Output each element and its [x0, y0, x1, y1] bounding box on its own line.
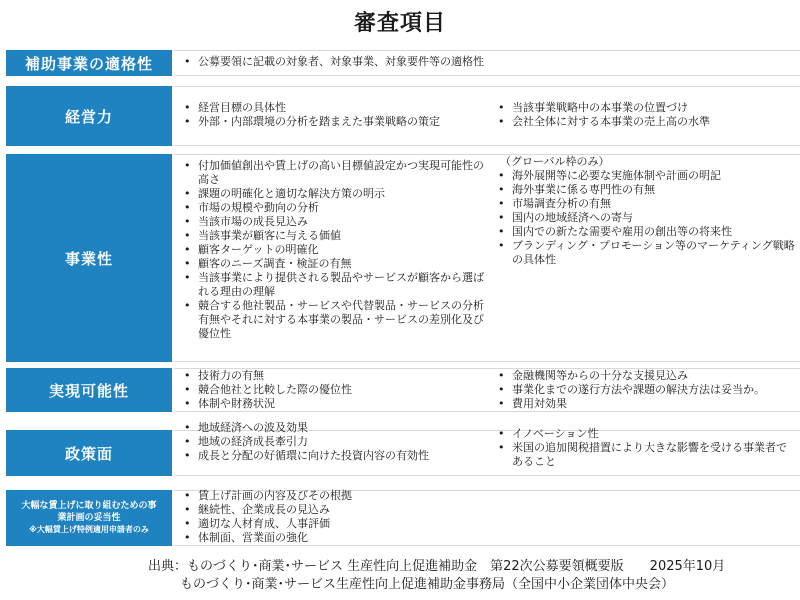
- list-item: • 国内での新たな需要や雇用の創出等の将来性: [496, 225, 798, 239]
- criteria-list-right: [496, 427, 796, 469]
- list-item: • 当該市場の成長見込み: [182, 215, 484, 229]
- row-label: 実現可能性: [6, 368, 172, 412]
- row-content: [174, 490, 800, 546]
- criteria-list-left: [182, 101, 482, 129]
- list-item: • ブランディング・プロモーション等のマーケティング戦略の具体性: [496, 239, 798, 267]
- criteria-list-right: [496, 169, 798, 267]
- criteria-list-left: [182, 159, 484, 341]
- list-item: • 金融機関等からの十分な支援見込み: [496, 369, 796, 383]
- list-item: • 体制面、営業面の強化: [182, 531, 482, 545]
- list-item: • 会社全体に対する本事業の売上高の水準: [496, 115, 796, 129]
- list-item: • 市場の規模や動向の分析: [182, 201, 484, 215]
- list-item: • 外部・内部環境の分析を踏まえた事業戦略の策定: [182, 115, 482, 129]
- criteria-row-eligibility: [6, 50, 800, 76]
- row-label: 政策面: [6, 430, 172, 476]
- list-item: • 海外事業に係る専門性の有無: [496, 183, 798, 197]
- criteria-list-right: [496, 369, 796, 411]
- criteria-list-left: [182, 369, 482, 411]
- list-item: • 顧客のニーズ調査・検証の有無: [182, 257, 484, 271]
- row-label: 事業性: [6, 154, 172, 362]
- list-item: • 市場調査分析の有無: [496, 197, 798, 211]
- list-item: • 米国の追加関税措置により大きな影響を受ける事業者であること: [496, 441, 796, 469]
- list-item: • 当該事業が顧客に与える価値: [182, 229, 484, 243]
- source-line-2: ものづくり･商業･サービス生産性向上促進補助金事務局（全国中小企業団体中央会）: [180, 577, 675, 592]
- source-citation: [148, 558, 725, 594]
- criteria-list-left: [182, 489, 482, 545]
- page-title: 審査項目: [353, 11, 446, 36]
- row-label: [6, 490, 172, 546]
- row-label: 補助事業の適格性: [6, 50, 172, 76]
- list-item: • 事業化までの遂行方法や課題の解決方法は妥当か。: [496, 383, 796, 397]
- list-item: • 賃上げ計画の内容及びその根拠: [182, 489, 482, 503]
- row-content: [174, 86, 800, 146]
- criteria-row-management: [6, 86, 800, 146]
- list-item: • 課題の明確化と適切な解決方策の明示: [182, 187, 484, 201]
- list-item: • 競合他社と比較した際の優位性: [182, 383, 482, 397]
- list-item: • 経営目標の具体性: [182, 101, 482, 115]
- list-item: • 継続性、企業成長の見込み: [182, 503, 482, 517]
- global-frame-header: （グローバル枠のみ）: [500, 155, 610, 168]
- list-item: • 地域の経済成長牽引力: [182, 435, 482, 449]
- list-item: • 技術力の有無: [182, 369, 482, 383]
- criteria-row-feasibility: [6, 368, 800, 412]
- row-label-main: 大幅な賃上げに取り組むための事業計画の妥当性: [21, 501, 157, 523]
- list-item: • 国内の地域経済への寄与: [496, 211, 798, 225]
- list-item: • 費用対効果: [496, 397, 796, 411]
- criteria-row-policy: [6, 421, 800, 476]
- criteria-row-wage-increase: [6, 490, 800, 546]
- list-item: • 当該事業戦略中の本事業の位置づけ: [496, 101, 796, 115]
- row-content: [174, 421, 800, 476]
- criteria-list-left: [182, 421, 482, 463]
- list-item: • 体制や財務状況: [182, 397, 482, 411]
- list-item: • 顧客ターゲットの明確化: [182, 243, 484, 257]
- list-item: • 海外展開等に必要な実施体制や計画の明記: [496, 169, 798, 183]
- list-item: • イノベーション性: [496, 427, 796, 441]
- row-label: 経営力: [6, 86, 172, 146]
- criteria-list-right: [496, 101, 796, 129]
- list-item: • 公募要領に記載の対象者、対象事業、対象要件等の適格性: [182, 55, 782, 69]
- row-content: [174, 154, 800, 362]
- row-content: [174, 368, 800, 412]
- criteria-row-business: [6, 154, 800, 362]
- list-item: • 競合する他社製品・サービスや代替製品・サービスの分析有無やそれに対する本事業の製品・サービスの差別化及び優位性: [182, 299, 484, 341]
- list-item: • 地域経済への波及効果: [182, 421, 482, 435]
- list-item: • 当該事業により提供される製品やサービスが顧客から選ばれる理由の理解: [182, 271, 484, 299]
- list-item: • 付加価値創出や賃上げの高い目標値設定かつ実現可能性の高さ: [182, 159, 484, 187]
- list-item: • 適切な人材育成、人事評価: [182, 517, 482, 531]
- row-content: [174, 50, 800, 76]
- criteria-list: [182, 55, 782, 69]
- row-label-note: ※大幅賃上げ特例適用申請者のみ: [29, 525, 149, 534]
- source-line-1: 出典：ものづくり･商業･サービス 生産性向上促進補助金 第22次公募要領概要版 2025年10月: [148, 559, 726, 574]
- list-item: • 成長と分配の好循環に向けた投資内容の有効性: [182, 449, 482, 463]
